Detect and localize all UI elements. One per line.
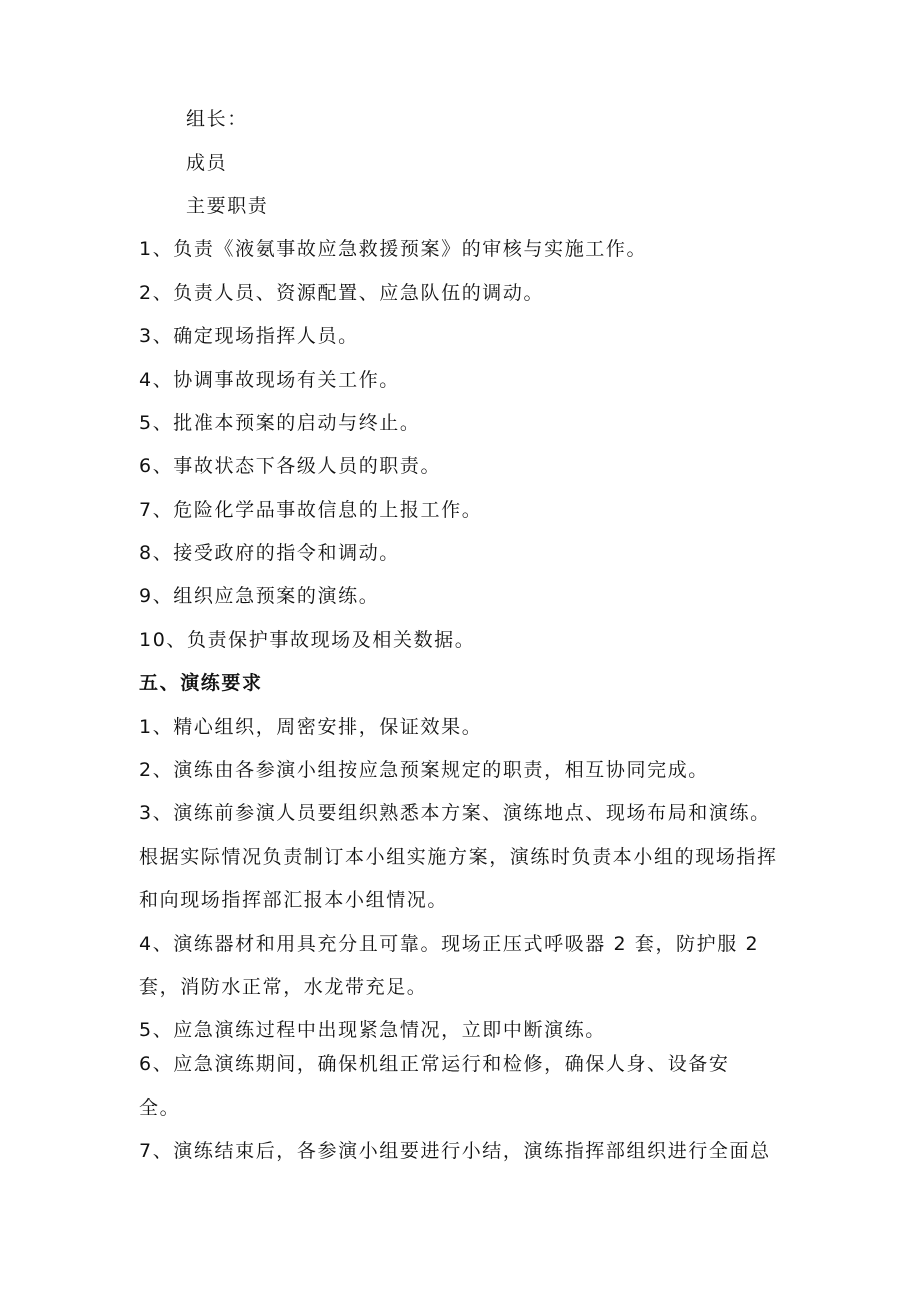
requirement-item-3-cont-2: 和向现场指挥部汇报本小组情况。 bbox=[139, 889, 449, 911]
requirement-item-3-cont-1: 根据实际情况负责制订本小组实施方案，演练时负责本小组的现场指挥 bbox=[139, 846, 778, 868]
requirement-item-6-cont: 全。 bbox=[139, 1097, 181, 1119]
requirement-item-5: 5、应急演练过程中出现紧急情况，立即中断演练。 bbox=[139, 1019, 606, 1041]
requirement-item-4-cont: 套，消防水正常，水龙带充足。 bbox=[139, 976, 428, 998]
duty-item-6: 6、事故状态下各级人员的职责。 bbox=[139, 455, 442, 477]
duty-item-3: 3、确定现场指挥人员。 bbox=[139, 325, 359, 347]
duty-item-9: 9、组织应急预案的演练。 bbox=[139, 585, 380, 607]
duty-item-2: 2、负责人员、资源配置、应急队伍的调动。 bbox=[139, 282, 545, 304]
group-leader-label: 组长： bbox=[186, 108, 248, 130]
requirement-item-4: 4、演练器材和用具充分且可靠。现场正压式呼吸器 2 套，防护服 2 bbox=[139, 933, 760, 955]
main-duties-label: 主要职责 bbox=[186, 195, 269, 217]
requirement-item-7: 7、演练结束后，各参演小组要进行小结，演练指挥部组织进行全面总 bbox=[139, 1140, 771, 1162]
duty-item-4: 4、协调事故现场有关工作。 bbox=[139, 369, 400, 391]
duty-item-10: 10、负责保护事故现场及相关数据。 bbox=[139, 629, 476, 651]
duty-item-7: 7、危险化学品事故信息的上报工作。 bbox=[139, 499, 483, 521]
requirement-item-1: 1、精心组织，周密安排，保证效果。 bbox=[139, 716, 483, 738]
members-label: 成员 bbox=[186, 152, 228, 174]
section-heading: 五、演练要求 bbox=[139, 672, 263, 694]
duty-item-8: 8、接受政府的指令和调动。 bbox=[139, 542, 400, 564]
duty-item-5: 5、批准本预案的启动与终止。 bbox=[139, 412, 421, 434]
requirement-item-3: 3、演练前参演人员要组织熟悉本方案、演练地点、现场布局和演练。 bbox=[139, 802, 771, 824]
requirement-item-6: 6、应急演练期间，确保机组正常运行和检修，确保人身、设备安 bbox=[139, 1053, 730, 1075]
duty-item-1: 1、负责《液氨事故应急救援预案》的审核与实施工作。 bbox=[139, 238, 648, 260]
requirement-item-2: 2、演练由各参演小组按应急预案规定的职责，相互协同完成。 bbox=[139, 759, 709, 781]
